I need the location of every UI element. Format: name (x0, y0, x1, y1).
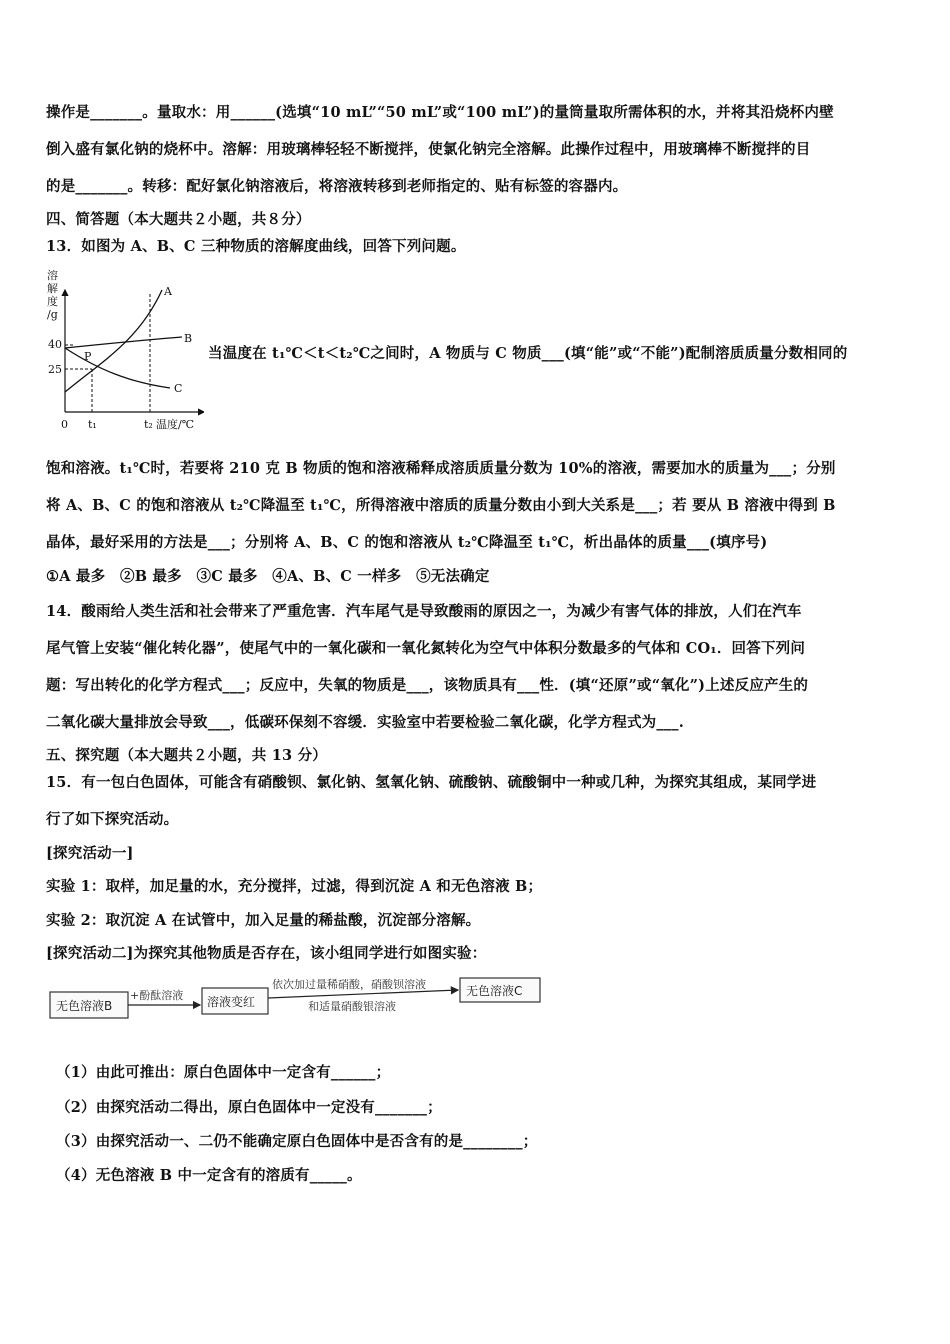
activity-heading: [探究活动一] (46, 845, 134, 862)
experiment-flowchart (46, 970, 566, 1032)
text-line: 题：写出转化的化学方程式___；反应中，失氧的物质是___，该物质具有___性．(填“还原”或“氧化”)上述反应产生的 (46, 677, 809, 694)
solubility-curve-figure (44, 268, 204, 434)
question-14-stem: 14．酸雨给人类生活和社会带来了严重危害．汽车尾气是导致酸雨的原因之一，为减少有害气体的排放，人们在汽车 (46, 603, 802, 620)
curve-label-c: C (174, 382, 183, 395)
section-heading: 四、简答题（本大题共２小题，共８分） (46, 211, 311, 228)
flow-step-label: +酚酞溶液 (130, 989, 184, 1002)
text-line: 的是_______。转移：配好氯化钠溶液后，将溶液转移到老师指定的、贴有标签的容器内。 (46, 178, 628, 195)
text-line: 操作是_______。量取水：用______(选填“10 mL”“50 mL”或“100 mL”)的量筒量取所需体积的水，并将其沿烧杯内壁 (46, 104, 834, 121)
x-tick-label: t₁ (88, 418, 97, 431)
curve-label-b: B (184, 332, 193, 345)
section-heading: 五、探究题（本大题共２小题，共 13 分） (46, 747, 327, 764)
sub-question-3: （3）由探究活动一、二仍不能确定原白色固体中是否含有的是________； (56, 1133, 538, 1150)
text-line: 倒入盛有氯化钠的烧杯中。溶解：用玻璃棒轻轻不断搅拌，使氯化钠完全溶解。此操作过程中，用玻璃棒不断搅拌的目 (46, 141, 811, 158)
y-axis-title-char: 度 (47, 295, 58, 308)
question-13-text: 当温度在 t₁℃＜t＜t₂℃之间时，A 物质与 C 物质___(填“能”或“不能”)配制溶质质量分数相同的 (208, 345, 848, 362)
experiment-2: 实验 2：取沉淀 A 在试管中，加入足量的稀盐酸，沉淀部分溶解。 (46, 912, 481, 929)
curve-c (65, 348, 170, 388)
question-13-stem: 13．如图为 A、B、C 三种物质的溶解度曲线，回答下列问题。 (46, 238, 466, 255)
answer-options: ①A 最多 ②B 最多 ③C 最多 ④A、B、C 一样多 ⑤无法确定 (46, 568, 490, 585)
origin-label: 0 (61, 418, 68, 431)
sub-question-4: （4）无色溶液 B 中一定含有的溶质有_____。 (56, 1167, 362, 1184)
flow-box-label: 无色溶液C (466, 984, 523, 998)
y-axis-title-char: /g (47, 308, 58, 321)
experiment-1: 实验 1：取样，加足量的水，充分搅拌，过滤，得到沉淀 A 和无色溶液 B； (46, 878, 543, 895)
flow-box-label: 无色溶液B (56, 999, 113, 1013)
text-line: 饱和溶液。t₁℃时，若要将 210 克 B 物质的饱和溶液稀释成溶质质量分数为 10%的溶液，需要加水的质量为___；分别 (46, 460, 836, 477)
y-tick-label: 40 (48, 338, 62, 351)
flowchart-svg (46, 970, 566, 1032)
x-tick-label: t₂ (144, 418, 153, 431)
text-line: 将 A、B、C 的饱和溶液从 t₂℃降温至 t₁℃，所得溶液中溶质的质量分数由小到大关系是___；若 要从 B 溶液中得到 B (46, 497, 836, 514)
curve-a (65, 290, 162, 392)
text-line: 二氧化碳大量排放会导致___，低碳环保刻不容缓．实验室中若要检验二氧化碳，化学方程式为___. (46, 714, 684, 731)
sub-question-1: （1）由此可推出：原白色固体中一定含有______； (56, 1064, 391, 1081)
curve-b (65, 337, 182, 348)
text-line: 尾气管上安装“催化转化器”，使尾气中的一氧化碳和一氧化氮转化为空气中体积分数最多的气体和 CO₁．回答下列问 (46, 640, 806, 657)
text-line: 晶体，最好采用的方法是___；分别将 A、B、C 的饱和溶液从 t₂℃降温至 t₁℃，析出晶体的质量___(填序号) (46, 534, 768, 551)
solubility-graph (44, 268, 204, 434)
curve-label-a: A (164, 285, 172, 298)
sub-question-2: （2）由探究活动二得出，原白色固体中一定没有_______； (56, 1099, 442, 1116)
flow-box-label: 溶液变红 (207, 995, 256, 1009)
text-line: 行了如下探究活动。 (46, 811, 179, 828)
x-axis-title: 温度/℃ (156, 418, 195, 431)
y-axis-title-char: 解 (47, 282, 58, 295)
flow-step-label: 和适量硝酸银溶液 (308, 1000, 396, 1013)
intersection-label-p: P (84, 350, 92, 363)
question-15-stem: 15．有一包白色固体，可能含有硝酸钡、氯化钠、氢氧化钠、硫酸钠、硫酸铜中一种或几种，为探究其组成，某同学进 (46, 774, 817, 791)
flow-step-label: 依次加过量稀硝酸，硝酸钡溶液 (272, 978, 426, 991)
y-tick-label: 25 (48, 363, 62, 376)
flow-arrow (268, 990, 458, 998)
activity-heading: [探究活动二]为探究其他物质是否存在，该小组同学进行如图实验： (46, 945, 487, 962)
y-axis-title-char: 溶 (47, 269, 58, 282)
